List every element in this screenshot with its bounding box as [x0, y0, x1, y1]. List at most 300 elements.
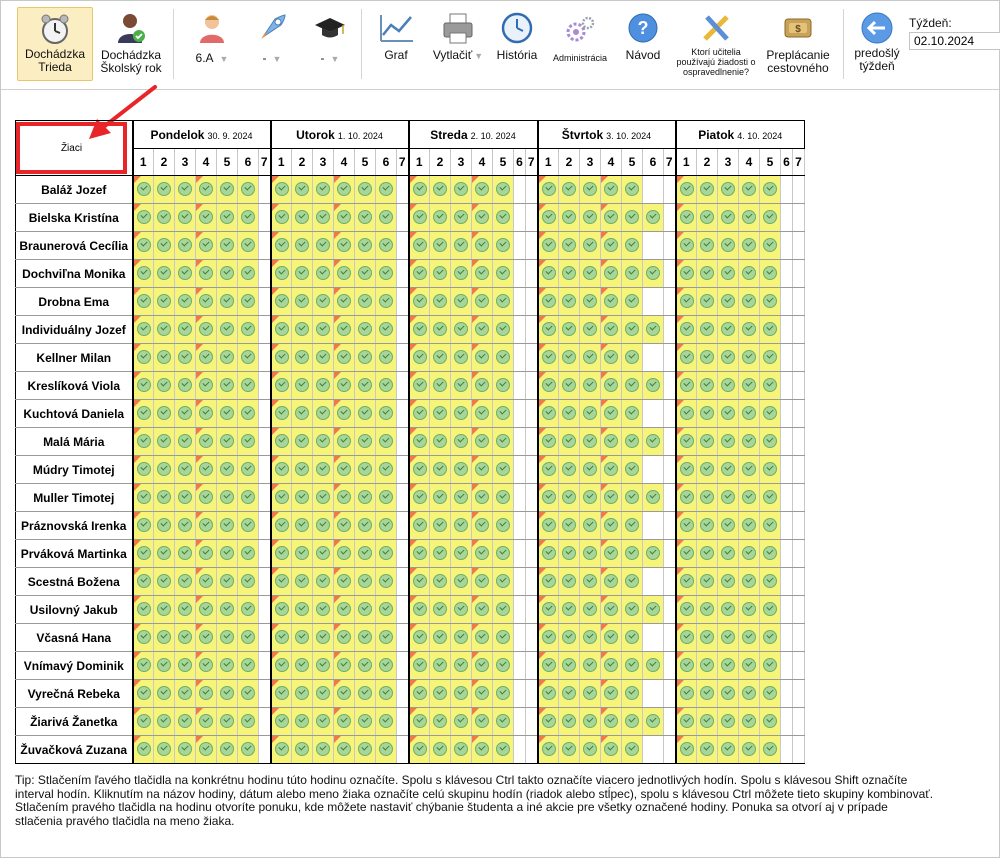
lesson-cell-present[interactable] — [313, 736, 334, 764]
lesson-cell-present[interactable] — [292, 344, 313, 372]
lesson-cell-present[interactable] — [334, 736, 355, 764]
lesson-cell-present[interactable] — [334, 624, 355, 652]
lesson-cell-present[interactable] — [760, 428, 781, 456]
student-name[interactable]: Kellner Milan — [16, 344, 133, 372]
hour-header[interactable]: 5 — [622, 149, 643, 176]
lesson-cell-present[interactable] — [718, 204, 739, 232]
student-name[interactable]: Prváková Martinka — [16, 540, 133, 568]
lesson-cell-present[interactable] — [133, 344, 154, 372]
lesson-cell-empty[interactable] — [664, 288, 676, 316]
lesson-cell-empty[interactable] — [643, 176, 664, 204]
lesson-cell-present[interactable] — [133, 540, 154, 568]
hour-header[interactable]: 4 — [334, 149, 355, 176]
lesson-cell-present[interactable] — [133, 176, 154, 204]
lesson-cell-empty[interactable] — [793, 400, 805, 428]
lesson-cell-present[interactable] — [175, 176, 196, 204]
lesson-cell-present[interactable] — [133, 568, 154, 596]
lesson-cell-present[interactable] — [451, 456, 472, 484]
hour-header[interactable]: 1 — [271, 149, 292, 176]
lesson-cell-present[interactable] — [559, 288, 580, 316]
lesson-cell-present[interactable] — [175, 540, 196, 568]
lesson-cell-empty[interactable] — [526, 512, 538, 540]
lesson-cell-empty[interactable] — [793, 708, 805, 736]
lesson-cell-empty[interactable] — [781, 176, 793, 204]
attendance-class-button[interactable] — [17, 7, 93, 81]
lesson-cell-present[interactable] — [355, 652, 376, 680]
lesson-cell-empty[interactable] — [793, 624, 805, 652]
lesson-cell-empty[interactable] — [526, 540, 538, 568]
lesson-cell-present[interactable] — [472, 260, 493, 288]
lesson-cell-empty[interactable] — [664, 652, 676, 680]
lesson-cell-empty[interactable] — [514, 484, 526, 512]
lesson-cell-present[interactable] — [676, 428, 697, 456]
lesson-cell-present[interactable] — [472, 540, 493, 568]
lesson-cell-present[interactable] — [430, 344, 451, 372]
lesson-cell-present[interactable] — [196, 176, 217, 204]
lesson-cell-present[interactable] — [376, 652, 397, 680]
lesson-cell-present[interactable] — [739, 204, 760, 232]
lesson-cell-present[interactable] — [217, 680, 238, 708]
lesson-cell-present[interactable] — [601, 624, 622, 652]
lesson-cell-present[interactable] — [580, 624, 601, 652]
student-name[interactable]: Múdry Timotej — [16, 456, 133, 484]
hour-header[interactable]: 5 — [493, 149, 514, 176]
print-button[interactable] — [429, 11, 487, 63]
lesson-cell-empty[interactable] — [643, 456, 664, 484]
lesson-cell-present[interactable] — [622, 736, 643, 764]
lesson-cell-present[interactable] — [271, 484, 292, 512]
lesson-cell-present[interactable] — [355, 680, 376, 708]
lesson-cell-empty[interactable] — [526, 708, 538, 736]
lesson-cell-present[interactable] — [217, 400, 238, 428]
lesson-cell-present[interactable] — [292, 260, 313, 288]
lesson-cell-present[interactable] — [196, 456, 217, 484]
lesson-cell-empty[interactable] — [793, 176, 805, 204]
lesson-cell-present[interactable] — [718, 400, 739, 428]
lesson-cell-present[interactable] — [676, 456, 697, 484]
lesson-cell-present[interactable] — [622, 204, 643, 232]
lesson-cell-present[interactable] — [430, 372, 451, 400]
lesson-cell-present[interactable] — [376, 540, 397, 568]
lesson-cell-present[interactable] — [643, 372, 664, 400]
lesson-cell-present[interactable] — [355, 344, 376, 372]
lesson-cell-present[interactable] — [238, 540, 259, 568]
lesson-cell-present[interactable] — [601, 736, 622, 764]
lesson-cell-present[interactable] — [355, 428, 376, 456]
lesson-cell-present[interactable] — [376, 568, 397, 596]
lesson-cell-present[interactable] — [697, 624, 718, 652]
lesson-cell-present[interactable] — [580, 344, 601, 372]
lesson-cell-present[interactable] — [538, 624, 559, 652]
lesson-cell-present[interactable] — [238, 260, 259, 288]
hour-header[interactable]: 1 — [409, 149, 430, 176]
lesson-cell-present[interactable] — [430, 512, 451, 540]
lesson-cell-present[interactable] — [271, 232, 292, 260]
lesson-cell-present[interactable] — [409, 400, 430, 428]
lesson-cell-present[interactable] — [622, 288, 643, 316]
lesson-cell-present[interactable] — [175, 260, 196, 288]
lesson-cell-empty[interactable] — [781, 540, 793, 568]
lesson-cell-present[interactable] — [133, 288, 154, 316]
lesson-cell-present[interactable] — [643, 260, 664, 288]
lesson-cell-present[interactable] — [601, 652, 622, 680]
lesson-cell-present[interactable] — [601, 512, 622, 540]
lesson-cell-present[interactable] — [376, 512, 397, 540]
lesson-cell-present[interactable] — [760, 568, 781, 596]
lesson-cell-present[interactable] — [493, 624, 514, 652]
lesson-cell-empty[interactable] — [781, 428, 793, 456]
lesson-cell-empty[interactable] — [397, 232, 409, 260]
lesson-cell-empty[interactable] — [793, 232, 805, 260]
lesson-cell-present[interactable] — [697, 428, 718, 456]
lesson-cell-present[interactable] — [676, 512, 697, 540]
lesson-cell-present[interactable] — [313, 316, 334, 344]
lesson-cell-present[interactable] — [271, 176, 292, 204]
student-name[interactable]: Práznovská Irenka — [16, 512, 133, 540]
lesson-cell-empty[interactable] — [664, 316, 676, 344]
lesson-cell-present[interactable] — [196, 484, 217, 512]
lesson-cell-present[interactable] — [376, 372, 397, 400]
lesson-cell-present[interactable] — [292, 708, 313, 736]
lesson-cell-present[interactable] — [739, 484, 760, 512]
lesson-cell-present[interactable] — [601, 680, 622, 708]
lesson-cell-present[interactable] — [559, 540, 580, 568]
lesson-cell-present[interactable] — [643, 540, 664, 568]
lesson-cell-present[interactable] — [409, 652, 430, 680]
lesson-cell-present[interactable] — [559, 484, 580, 512]
lesson-cell-present[interactable] — [622, 344, 643, 372]
lesson-cell-present[interactable] — [739, 344, 760, 372]
lesson-cell-present[interactable] — [601, 316, 622, 344]
lesson-cell-present[interactable] — [355, 288, 376, 316]
lesson-cell-present[interactable] — [313, 456, 334, 484]
lesson-cell-present[interactable] — [175, 316, 196, 344]
lesson-cell-empty[interactable] — [526, 596, 538, 624]
lesson-cell-present[interactable] — [580, 708, 601, 736]
lesson-cell-present[interactable] — [451, 316, 472, 344]
lesson-cell-present[interactable] — [376, 176, 397, 204]
lesson-cell-present[interactable] — [154, 400, 175, 428]
lesson-cell-present[interactable] — [196, 204, 217, 232]
lesson-cell-present[interactable] — [601, 288, 622, 316]
lesson-cell-empty[interactable] — [781, 344, 793, 372]
lesson-cell-empty[interactable] — [793, 344, 805, 372]
lesson-cell-present[interactable] — [376, 316, 397, 344]
lesson-cell-present[interactable] — [154, 232, 175, 260]
lesson-cell-empty[interactable] — [793, 484, 805, 512]
lesson-cell-present[interactable] — [313, 260, 334, 288]
lesson-cell-present[interactable] — [238, 176, 259, 204]
lesson-cell-present[interactable] — [580, 372, 601, 400]
lesson-cell-empty[interactable] — [259, 484, 271, 512]
lesson-cell-present[interactable] — [334, 400, 355, 428]
lesson-cell-empty[interactable] — [259, 512, 271, 540]
lesson-cell-present[interactable] — [430, 652, 451, 680]
lesson-cell-present[interactable] — [739, 540, 760, 568]
lesson-cell-present[interactable] — [739, 316, 760, 344]
lesson-cell-present[interactable] — [718, 624, 739, 652]
lesson-cell-present[interactable] — [559, 344, 580, 372]
lesson-cell-present[interactable] — [292, 176, 313, 204]
lesson-cell-present[interactable] — [760, 204, 781, 232]
lesson-cell-empty[interactable] — [526, 680, 538, 708]
lesson-cell-empty[interactable] — [781, 316, 793, 344]
lesson-cell-present[interactable] — [601, 708, 622, 736]
lesson-cell-present[interactable] — [676, 652, 697, 680]
lesson-cell-empty[interactable] — [397, 568, 409, 596]
hour-header[interactable]: 6 — [781, 149, 793, 176]
lesson-cell-present[interactable] — [133, 232, 154, 260]
lesson-cell-present[interactable] — [472, 372, 493, 400]
lesson-cell-present[interactable] — [472, 512, 493, 540]
lesson-cell-present[interactable] — [154, 176, 175, 204]
lesson-cell-present[interactable] — [355, 232, 376, 260]
day-header-0[interactable] — [133, 121, 271, 149]
lesson-cell-present[interactable] — [739, 652, 760, 680]
hour-header[interactable]: 3 — [175, 149, 196, 176]
lesson-cell-present[interactable] — [292, 316, 313, 344]
lesson-cell-present[interactable] — [760, 456, 781, 484]
lesson-cell-empty[interactable] — [781, 232, 793, 260]
lesson-cell-empty[interactable] — [781, 204, 793, 232]
lesson-cell-present[interactable] — [676, 232, 697, 260]
hour-header[interactable]: 5 — [217, 149, 238, 176]
lesson-cell-empty[interactable] — [781, 512, 793, 540]
attendance-year-button[interactable] — [97, 11, 165, 75]
lesson-cell-empty[interactable] — [781, 400, 793, 428]
lesson-cell-present[interactable] — [409, 596, 430, 624]
hour-header[interactable]: 5 — [355, 149, 376, 176]
lesson-cell-empty[interactable] — [664, 400, 676, 428]
lesson-cell-present[interactable] — [580, 456, 601, 484]
lesson-cell-present[interactable] — [739, 736, 760, 764]
lesson-cell-empty[interactable] — [793, 288, 805, 316]
lesson-cell-present[interactable] — [472, 400, 493, 428]
lesson-cell-present[interactable] — [697, 736, 718, 764]
lesson-cell-present[interactable] — [760, 624, 781, 652]
hour-header[interactable]: 7 — [664, 149, 676, 176]
hour-header[interactable]: 6 — [376, 149, 397, 176]
lesson-cell-present[interactable] — [538, 316, 559, 344]
lesson-cell-empty[interactable] — [664, 512, 676, 540]
hour-header[interactable]: 2 — [697, 149, 718, 176]
lesson-cell-present[interactable] — [760, 652, 781, 680]
lesson-cell-present[interactable] — [580, 512, 601, 540]
lesson-cell-present[interactable] — [580, 400, 601, 428]
lesson-cell-present[interactable] — [271, 204, 292, 232]
lesson-cell-present[interactable] — [217, 624, 238, 652]
student-name[interactable]: Braunerová Cecília — [16, 232, 133, 260]
lesson-cell-present[interactable] — [676, 176, 697, 204]
lesson-cell-empty[interactable] — [397, 512, 409, 540]
lesson-cell-present[interactable] — [154, 512, 175, 540]
lesson-cell-present[interactable] — [697, 232, 718, 260]
lesson-cell-present[interactable] — [355, 456, 376, 484]
lesson-cell-present[interactable] — [601, 176, 622, 204]
lesson-cell-present[interactable] — [559, 512, 580, 540]
lesson-cell-present[interactable] — [472, 736, 493, 764]
lesson-cell-present[interactable] — [133, 652, 154, 680]
lesson-cell-present[interactable] — [601, 372, 622, 400]
lesson-cell-present[interactable] — [697, 540, 718, 568]
lesson-cell-present[interactable] — [760, 708, 781, 736]
lesson-cell-present[interactable] — [559, 596, 580, 624]
lesson-cell-present[interactable] — [580, 680, 601, 708]
lesson-cell-present[interactable] — [196, 652, 217, 680]
lesson-cell-present[interactable] — [451, 512, 472, 540]
lesson-cell-present[interactable] — [430, 288, 451, 316]
lesson-cell-empty[interactable] — [397, 540, 409, 568]
student-name[interactable]: Muller Timotej — [16, 484, 133, 512]
lesson-cell-empty[interactable] — [781, 288, 793, 316]
lesson-cell-present[interactable] — [451, 708, 472, 736]
lesson-cell-present[interactable] — [196, 344, 217, 372]
lesson-cell-empty[interactable] — [397, 344, 409, 372]
lesson-cell-present[interactable] — [409, 372, 430, 400]
lesson-cell-empty[interactable] — [259, 400, 271, 428]
lesson-cell-present[interactable] — [718, 344, 739, 372]
lesson-cell-present[interactable] — [697, 456, 718, 484]
lesson-cell-present[interactable] — [760, 484, 781, 512]
lesson-cell-present[interactable] — [718, 484, 739, 512]
lesson-cell-present[interactable] — [739, 624, 760, 652]
lesson-cell-present[interactable] — [580, 204, 601, 232]
lesson-cell-present[interactable] — [451, 400, 472, 428]
lesson-cell-empty[interactable] — [514, 624, 526, 652]
lesson-cell-present[interactable] — [622, 400, 643, 428]
student-name[interactable]: Včasná Hana — [16, 624, 133, 652]
student-name[interactable]: Vyrečná Rebeka — [16, 680, 133, 708]
lesson-cell-present[interactable] — [430, 232, 451, 260]
lesson-cell-present[interactable] — [697, 288, 718, 316]
lesson-cell-present[interactable] — [538, 400, 559, 428]
lesson-cell-present[interactable] — [376, 204, 397, 232]
lesson-cell-present[interactable] — [430, 568, 451, 596]
lesson-cell-present[interactable] — [271, 344, 292, 372]
lesson-cell-present[interactable] — [676, 316, 697, 344]
lesson-cell-present[interactable] — [313, 372, 334, 400]
lesson-cell-empty[interactable] — [793, 316, 805, 344]
lesson-cell-present[interactable] — [493, 680, 514, 708]
lesson-cell-empty[interactable] — [259, 568, 271, 596]
lesson-cell-empty[interactable] — [526, 232, 538, 260]
lesson-cell-present[interactable] — [292, 540, 313, 568]
lesson-cell-present[interactable] — [409, 680, 430, 708]
lesson-cell-empty[interactable] — [514, 288, 526, 316]
hour-header[interactable]: 2 — [292, 149, 313, 176]
lesson-cell-present[interactable] — [472, 624, 493, 652]
lesson-cell-empty[interactable] — [643, 680, 664, 708]
day-header-3[interactable] — [538, 121, 676, 149]
lesson-cell-present[interactable] — [451, 624, 472, 652]
lesson-cell-present[interactable] — [676, 400, 697, 428]
teachers-requests-button[interactable] — [675, 11, 757, 77]
lesson-cell-empty[interactable] — [259, 708, 271, 736]
lesson-cell-present[interactable] — [409, 344, 430, 372]
lesson-cell-present[interactable] — [493, 176, 514, 204]
lesson-cell-present[interactable] — [493, 316, 514, 344]
lesson-cell-present[interactable] — [559, 260, 580, 288]
lesson-cell-empty[interactable] — [793, 596, 805, 624]
lesson-cell-present[interactable] — [538, 540, 559, 568]
lesson-cell-present[interactable] — [493, 428, 514, 456]
lesson-cell-present[interactable] — [238, 288, 259, 316]
lesson-cell-present[interactable] — [451, 484, 472, 512]
lesson-cell-empty[interactable] — [793, 428, 805, 456]
lesson-cell-present[interactable] — [622, 652, 643, 680]
lesson-cell-present[interactable] — [739, 372, 760, 400]
lesson-cell-empty[interactable] — [526, 400, 538, 428]
lesson-cell-present[interactable] — [133, 736, 154, 764]
lesson-cell-present[interactable] — [580, 316, 601, 344]
lesson-cell-present[interactable] — [133, 316, 154, 344]
lesson-cell-present[interactable] — [313, 652, 334, 680]
lesson-cell-empty[interactable] — [664, 456, 676, 484]
lesson-cell-present[interactable] — [451, 260, 472, 288]
lesson-cell-present[interactable] — [409, 428, 430, 456]
lesson-cell-present[interactable] — [622, 428, 643, 456]
student-name[interactable]: Žiarivá Žanetka — [16, 708, 133, 736]
lesson-cell-present[interactable] — [175, 344, 196, 372]
lesson-cell-present[interactable] — [559, 456, 580, 484]
admin-button[interactable] — [551, 13, 609, 63]
lesson-cell-present[interactable] — [472, 428, 493, 456]
lesson-cell-present[interactable] — [697, 316, 718, 344]
lesson-cell-empty[interactable] — [664, 736, 676, 764]
lesson-cell-present[interactable] — [538, 736, 559, 764]
lesson-cell-present[interactable] — [676, 204, 697, 232]
lesson-cell-present[interactable] — [409, 176, 430, 204]
lesson-cell-present[interactable] — [538, 204, 559, 232]
lesson-cell-present[interactable] — [643, 204, 664, 232]
lesson-cell-empty[interactable] — [643, 232, 664, 260]
lesson-cell-present[interactable] — [430, 456, 451, 484]
lesson-cell-present[interactable] — [580, 288, 601, 316]
lesson-cell-present[interactable] — [355, 708, 376, 736]
lesson-cell-present[interactable] — [217, 344, 238, 372]
lesson-cell-present[interactable] — [451, 540, 472, 568]
lesson-cell-present[interactable] — [292, 652, 313, 680]
students-header-cell[interactable] — [16, 121, 133, 176]
lesson-cell-present[interactable] — [718, 232, 739, 260]
lesson-cell-present[interactable] — [430, 708, 451, 736]
lesson-cell-present[interactable] — [175, 428, 196, 456]
lesson-cell-present[interactable] — [493, 288, 514, 316]
lesson-cell-present[interactable] — [538, 232, 559, 260]
lesson-cell-present[interactable] — [334, 708, 355, 736]
lesson-cell-present[interactable] — [760, 540, 781, 568]
lesson-cell-empty[interactable] — [781, 568, 793, 596]
lesson-cell-empty[interactable] — [514, 176, 526, 204]
lesson-cell-present[interactable] — [133, 456, 154, 484]
lesson-cell-empty[interactable] — [664, 680, 676, 708]
lesson-cell-present[interactable] — [217, 540, 238, 568]
lesson-cell-present[interactable] — [430, 540, 451, 568]
lesson-cell-present[interactable] — [451, 568, 472, 596]
lesson-cell-present[interactable] — [271, 428, 292, 456]
lesson-cell-empty[interactable] — [397, 400, 409, 428]
lesson-cell-present[interactable] — [133, 512, 154, 540]
lesson-cell-present[interactable] — [355, 540, 376, 568]
lesson-cell-present[interactable] — [472, 456, 493, 484]
lesson-cell-present[interactable] — [217, 456, 238, 484]
lesson-cell-present[interactable] — [493, 232, 514, 260]
lesson-cell-present[interactable] — [217, 596, 238, 624]
lesson-cell-empty[interactable] — [643, 568, 664, 596]
lesson-cell-present[interactable] — [376, 708, 397, 736]
lesson-cell-empty[interactable] — [514, 680, 526, 708]
lesson-cell-empty[interactable] — [526, 456, 538, 484]
